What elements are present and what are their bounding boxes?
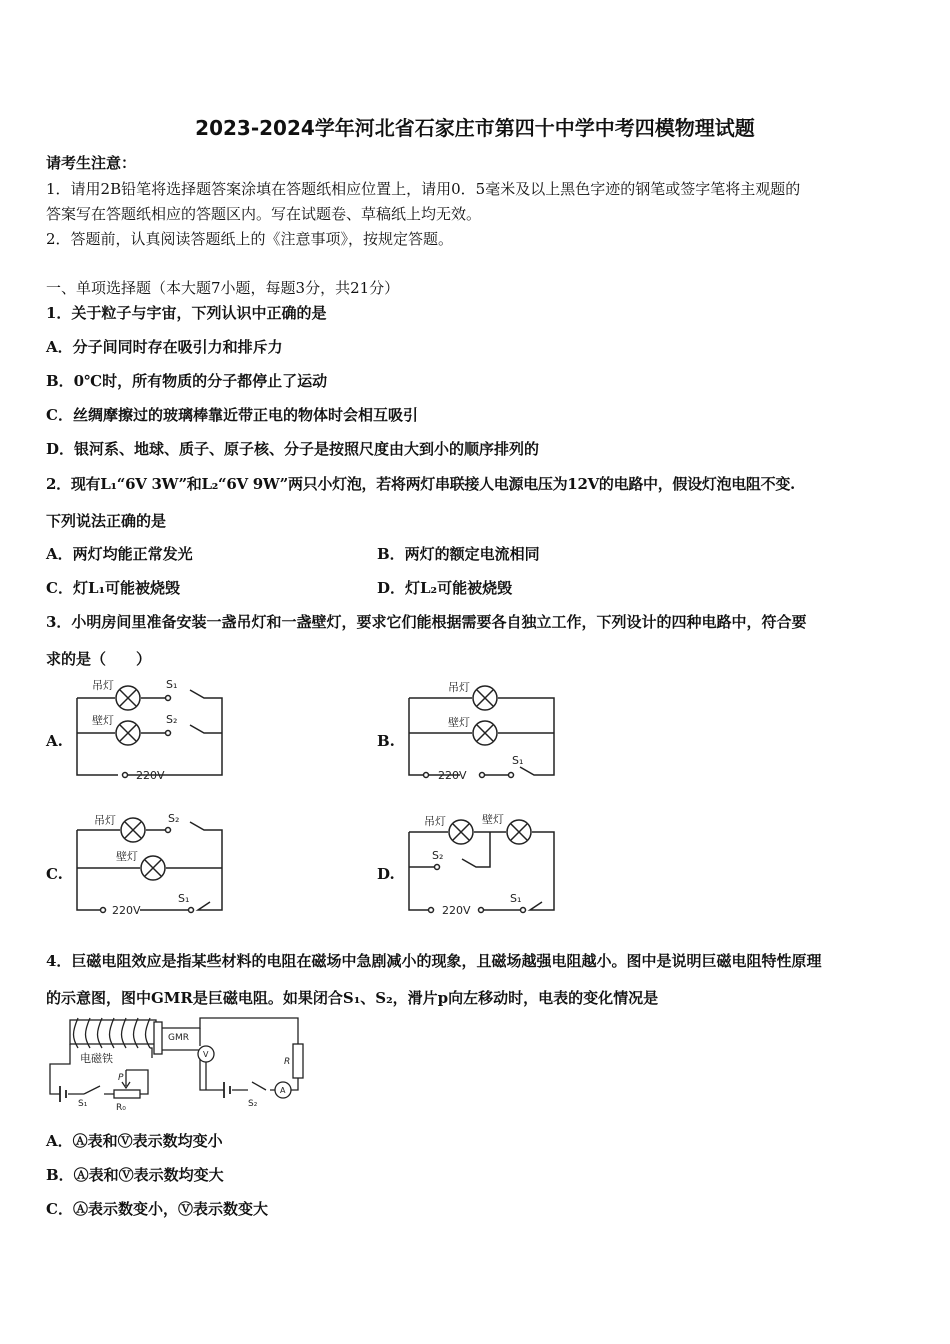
q4-stem-line-1: 4．巨磁电阻效应是指某些材料的电阻在磁场中急剧减小的现象，且磁场越强电阻越小。图中是说明巨磁电阻特性原理 [46,952,822,970]
switch-s1-icon [509,773,514,778]
pendant-lamp-icon [121,818,145,842]
q2-option-a: A．两灯均能正常发光 [46,545,193,563]
wall-lamp-icon [507,820,531,844]
switch-s1-icon [189,908,194,913]
q1-option-a: A．分子间同时存在吸引力和排斥力 [46,338,283,356]
q2-option-c: C．灯L₁可能被烧毁 [46,579,181,597]
q3-label-b: B. [377,732,395,750]
rheostat-r0-icon [114,1090,140,1098]
label-wall: 壁灯 [448,716,470,729]
battery-s2-icon [224,1082,230,1098]
switch-s1-icon [521,908,526,913]
label-s1: S₁ [512,754,524,767]
label-electromagnet: 电磁铁 [80,1052,113,1065]
pendant-lamp-icon [473,686,497,710]
q1-stem: 1．关于粒子与宇宙，下列认识中正确的是 [46,304,327,322]
switch-s2-icon [435,865,440,870]
q3-stem-line-2: 求的是（ ） [46,650,152,668]
q3-circuit-a [70,678,230,782]
switch-s1-icon [166,696,171,701]
terminal-icon [429,908,434,913]
notice-item-1-line-1: 1．请用2B铅笔将选择题答案涂填在答题纸相应位置上，请用0．5毫米及以上黑色字迹的钢笔或签字笔将主观题的 [46,180,801,198]
label-voltage: 220V [136,769,165,782]
q3-label-a: A. [46,732,63,750]
label-s1: S₁ [78,1099,88,1109]
label-pendant: 吊灯 [92,679,114,692]
q2-stem-line-2: 下列说法正确的是 [46,512,167,530]
label-voltage: 220V [442,904,471,917]
label-s2: S₂ [432,849,444,862]
q3-circuit-b [402,678,562,782]
pendant-lamp-icon [116,686,140,710]
wall-lamp-icon [473,721,497,745]
q1-option-b: B．0℃时，所有物质的分子都停止了运动 [46,372,328,390]
q1-option-c: C．丝绸摩擦过的玻璃棒靠近带正电的物体时会相互吸引 [46,406,418,424]
switch-s2-icon [166,731,171,736]
q4-option-b: B．Ⓐ表和Ⓥ表示数均变大 [46,1166,224,1184]
label-wall: 壁灯 [482,813,504,826]
label-wall: 壁灯 [92,714,114,727]
label-s1: S₁ [166,678,178,691]
label-s2: S₂ [168,812,180,825]
q3-label-c: C. [46,865,63,883]
q3-circuit-d [402,810,562,918]
label-r: R [284,1057,291,1067]
q4-gmr-diagram [44,1014,306,1114]
terminal-icon [101,908,106,913]
label-pendant: 吊灯 [94,814,116,827]
label-wall: 壁灯 [116,850,138,863]
q1-option-d: D．银河系、地球、质子、原子核、分子是按照尺度由大到小的顺序排列的 [46,440,540,458]
q2-option-b: B．两灯的额定电流相同 [377,545,540,563]
label-p: P [118,1073,124,1083]
switch-s1-icon [84,1086,100,1094]
section-heading: 一、单项选择题（本大题7小题，每题3分，共21分） [46,279,400,297]
terminal-icon [479,908,484,913]
q3-stem-line-1: 3．小明房间里准备安装一盏吊灯和一盏壁灯，要求它们能根据需要各自独立工作，下列设计的四种电路中，符合要 [46,613,807,631]
label-s1: S₁ [510,892,522,905]
label-s2: S₂ [166,713,178,726]
notice-item-1-line-2: 答案写在答题纸相应的答题区内。写在试题卷、草稿纸上均无效。 [46,205,482,223]
q2-option-d: D．灯L₂可能被烧毁 [377,579,513,597]
label-r0: R₀ [116,1103,126,1113]
wall-lamp-icon [141,856,165,880]
notice-item-2: 2．答题前，认真阅读答题纸上的《注意事项》，按规定答题。 [46,230,454,248]
terminal-icon [123,773,128,778]
wall-lamp-icon [116,721,140,745]
pendant-lamp-icon [449,820,473,844]
label-s2: S₂ [248,1099,258,1109]
terminal-icon [480,773,485,778]
switch-s2-icon [166,828,171,833]
notice-heading: 请考生注意： [46,154,137,172]
label-s1: S₁ [178,892,190,905]
q3-label-d: D. [377,865,395,883]
page-title: 2023-2024学年河北省石家庄市第四十中学中考四模物理试题 [195,116,755,140]
terminal-icon [424,773,429,778]
resistor-r-icon [293,1044,303,1078]
gmr-icon [154,1022,162,1054]
q4-stem-line-2: 的示意图，图中GMR是巨磁电阻。如果闭合S₁、S₂，滑片p向左移动时，电表的变化情况是 [46,989,659,1007]
q2-stem-line-1: 2．现有L₁“6V 3W”和L₂“6V 9W”两只小灯泡，若将两灯串联接人电源电压为12V的电路中，假设灯泡电阻不变. [46,475,795,493]
electromagnet-coil-icon [70,1018,156,1048]
label-voltage: 220V [112,904,141,917]
q4-option-c: C．Ⓐ表示数变小，Ⓥ表示数变大 [46,1200,268,1218]
label-voltmeter: V [203,1050,209,1059]
label-pendant: 吊灯 [424,815,446,828]
label-voltage: 220V [438,769,467,782]
label-ammeter: A [280,1086,286,1095]
q4-option-a: A．Ⓐ表和Ⓥ表示数均变小 [46,1132,223,1150]
battery-s1-icon [60,1086,66,1102]
q3-circuit-c [70,810,230,918]
label-gmr: GMR [168,1033,189,1043]
label-pendant: 吊灯 [448,681,470,694]
